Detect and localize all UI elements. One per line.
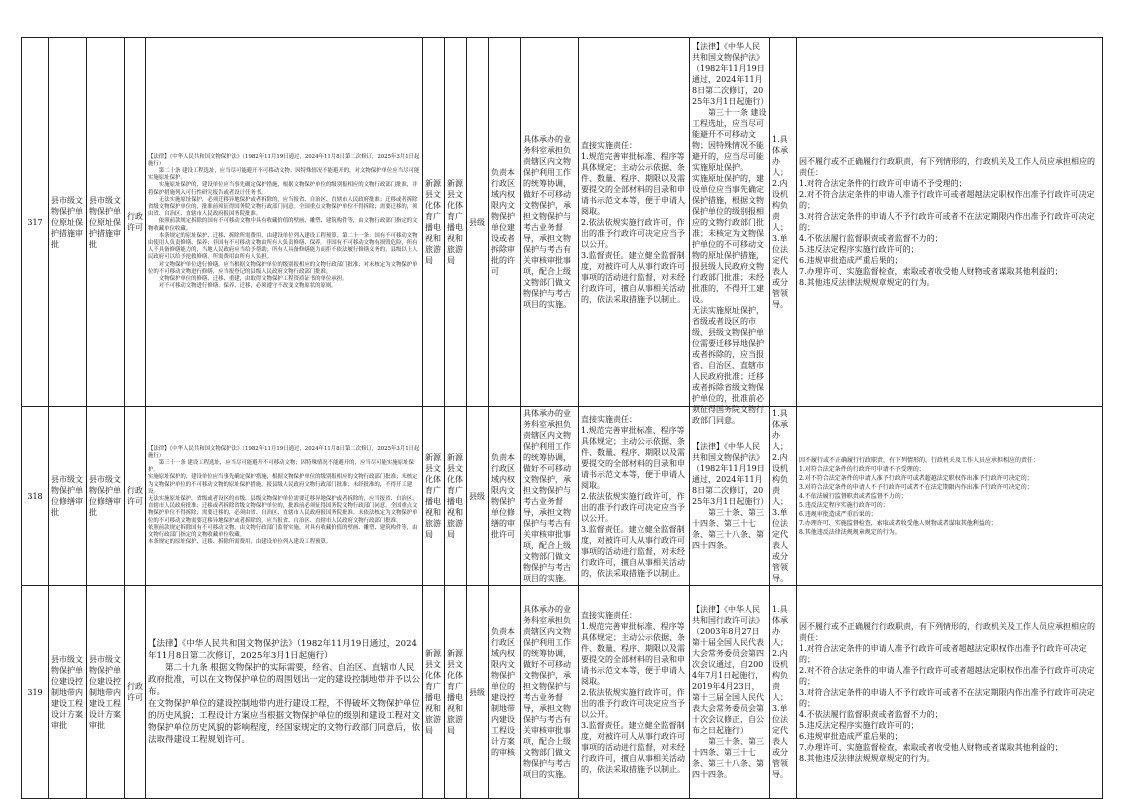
- item-type: 行政许可: [125, 38, 146, 407]
- responsibility-line: 1.对符合法定条件的行政许可申请不予受理的；: [799, 465, 925, 473]
- basis-line: 【法律】《中华人民共和国行政许可法》（2003年8月27日第十届全国人民代表大会常务委员会第四次会议通过，自2004年7月1日起施行，2019年4月23日，第十三届全国人民代表大会常务委员会第十次会议修正，自公布之日起施行）: [692, 605, 764, 735]
- basis-line: 实施原址保护的，建设单位应当事先确定保护措施，根据文物保护单位的级别报相应的文物行政部门批准；未核定为文物保护单位的不可移动文物的原址保护措施，报县级人民政府文物行政部门批准；未经批准的，不得开工建设。: [692, 174, 764, 304]
- responsibility-line: 7.办理许可、实施监督检查，索取或者收受他人财物或者谋取其他利益的；: [799, 742, 1063, 752]
- item-category: 县市级文物保护单位建设控制地带内建设工程设计方案审批: [49, 586, 87, 799]
- legal-basis-paragraph: 对不可移动文物进行修缮、保养、迁移，必须遵守不改变文物原状的原则。: [158, 283, 337, 290]
- legal-basis-paragraph: 无法实施原址保护，省级或者设区的市级、县级文物保护单位需要迁移异地保护或者拆除的，应当报省、自治区、直辖市人民政府批准；迁移或者拆除省级文物保护单位的，批准前必须征得国务院文物行政部门同意。全国重点文物保护单位不得拆除；需要迁移的，必须由省、自治区、直辖市人民政府报国务院批准。未依法核定为文物保护单位的不可移动文物需要迁移异地保护或者拆除的，应当报省、自治区、直辖市人民政府文物行政部门批准。: [148, 496, 418, 524]
- item-type: 行政许可: [125, 407, 146, 586]
- basis-line: 【法律】《中华人民共和国文物保护法》（1982年11月19日通过，2024年11月8日第二次修订，2025年3月1日起施行）: [692, 42, 769, 106]
- department-alt: 新源县文化体育广播电视和旅游局: [445, 407, 467, 586]
- legal-basis-cell: [146, 407, 423, 586]
- handling-unit: 具体承办的业务科室承担负责辖区内文物保护利用工作的统筹协调，做好不可移动文物保护，承担文物保护与考古业务督导，承担文物保护与考古有关审核审批事项，配合上级文物部门做文物保护与考古项目的实施。: [521, 586, 579, 799]
- duty-line: 1.规范完善审批标准、程序等具体规定；主动公示依据、条件、数量、程序、期限以及需要提交的全部材料的目录和申请书示范文本等，便于申请人阅取。: [581, 425, 685, 490]
- responsibility-line: 5.违反法定程序实施行政许可的；: [799, 720, 919, 730]
- duty-line: 1.规范完善审批标准、程序等具体规定；主动公示依据、条件、数量、程序、期限以及需要提交的全部材料的目录和申请书示范文本等，便于申请人阅取。: [581, 151, 685, 216]
- duty-line: 2.依法依规实施行政许可，作出的准予行政许可决定应当予以公开。: [581, 217, 685, 249]
- legal-basis-paragraph: 本条规定的原址保护、迁移、拆除所需费用，由建设单位列入建设工程预算。第二十一条：国有不可移动文物由使用人负责修缮、保养；非国有不可移动文物由所有人负责修缮、保养。非国有不可移动文物有损毁危险，所有人不具备修缮能力的，当地人民政府应当给予帮助；所有人具备修缮能力而拒不依法履行修缮义务的，县级以上人民政府可以给予抢救修缮，所需费用由所有人负担。: [148, 232, 418, 261]
- responsible-subject: 1.具体承办人；2.内设机构负责人；3.单位法定代表人或分管领导。: [770, 407, 797, 586]
- department-alt: 新源县文化体育广播电视和旅游局: [445, 38, 467, 407]
- legal-basis-paragraph: 第二十九条 根据文物保护的实际需要，经省、自治区、直辖市人民政府批准，可以在文物保护单位的周围划出一定的建设控制地带并予以公布。: [148, 663, 421, 697]
- duty-line: 3.监督责任。建立健全监督制度，对被许可人从事行政许可事项的活动进行监督，对未经行政许可，擅自从事相关活动的，依法采取措施予以制止。: [581, 250, 685, 304]
- responsibility-cell: [797, 38, 1103, 407]
- row-number: 318: [22, 407, 49, 586]
- responsibility-line: 8.其他违反法律法规规章规定的行为。: [799, 278, 935, 287]
- responsibility-line: 2.对不符合法定条件的申请人准予行政许可或者超越法定职权作出准予行政许可决定的；: [799, 474, 1033, 482]
- duty-list-table: [21, 37, 1103, 799]
- responsibility-line: 4.不依法履行监督职责或者监督不力的；: [799, 709, 943, 719]
- legal-basis-paragraph: 在文物保护单位的建设控制地带内进行建设工程，不得破坏文物保护单位的历史风貌；工程设计方案应当根据文物保护单位的级别和建设工程对文物保护单位历史风貌的影响程度，经国家规定的文物行政部门同意后，依法取得建设工程规划许可。: [148, 699, 421, 745]
- responsibility-line: 6.违规审批造成严重后果的；: [799, 731, 903, 741]
- duty-line: 直接实施责任：: [581, 140, 637, 150]
- basis-cell: [690, 407, 770, 586]
- responsibility-line: 4.不依法履行监督职责或者监督不力的；: [799, 234, 943, 243]
- jurisdiction: 负责本行政区域内权限内文物保护单位修缮的审批许可: [489, 407, 521, 586]
- legal-basis-paragraph: 本条规定的原址保护、迁移、拆除所需费用，由建设单位列入建设工程预算。: [148, 539, 332, 546]
- legal-basis-paragraph: 文物保护单位的修缮、迁移、重建，由取得文物保护工程资质证书的单位承担。: [158, 276, 348, 283]
- level: 县级: [467, 586, 489, 799]
- responsibility-line: 3.对符合法定条件的申请人不予行政许可或者不在法定期限内作出准予行政许可决定的；: [799, 483, 1033, 491]
- legal-basis-paragraph: 实施原址保护的，建设单位应当事先确定保护措施，根据文物保护单位的级别报相应的文物行政部门批准，并将保护措施列入可行性研究报告或者设计任务书。: [148, 182, 418, 196]
- department: 新源县文化体育广播电视和旅游局: [423, 407, 445, 586]
- duty-line: 3.监督责任。建立健全监督制度，对被许可人从事行政许可事项的活动进行监督，对未经行政许可，擅自从事相关活动的，依法采取措施予以制止。: [581, 524, 685, 578]
- responsibility-line: 因不履行或不正确履行行政职责，有下列情形的，行政机关及工作人员应承担相应的责任：: [799, 157, 1095, 177]
- legal-basis-cell: [146, 38, 423, 407]
- item-category: 县市级文物保护单位修缮审批: [49, 407, 87, 586]
- responsibility-line: 6.违规审批造成严重后果的；: [799, 510, 877, 518]
- duty-cell: [579, 586, 690, 799]
- item-subitem: 县市级文物保护单位建设控制地带内建设工程设计方案审批: [87, 586, 125, 799]
- department-alt: 新源县文化体育广播电视和旅游局: [445, 586, 467, 799]
- responsibility-line: 5.违反法定程序实施行政许可的；: [799, 245, 919, 254]
- basis-line: 第三十一条 建设工程选址，应当尽可能避开不可移动文物；因特殊情况不能避开的，应当尽可能实施原址保护。: [692, 108, 767, 172]
- responsibility-line: 因不履行或不正确履行行政职责，有下列情形的，行政机关及工作人员应承担相应的责任：: [799, 621, 1095, 642]
- responsible-subject: 1.具体承办人；2.内设机构负责人；3.单位法定代表人或分管领导。: [770, 38, 797, 407]
- duty-line: 直接实施责任：: [581, 414, 637, 424]
- responsibility-line: 7.办理许可、实施监督检查，索取或者收受他人财物或者谋取其他利益的；: [799, 519, 997, 527]
- responsible-subject: 1.具体承办人；2.内设机构负责人；3.单位法定代表人或分管领导。: [770, 586, 797, 799]
- legal-basis-paragraph: 实施原址保护的，建设单位应当事先确定保护措施，根据文物保护单位的级别报相应的文物行政部门批准；未核定为文物保护单位的不可移动文物的原址保护措施，报县级人民政府文物行政部门批准；未经批准的，不得开工建设。: [148, 474, 418, 495]
- row-number: 319: [22, 586, 49, 799]
- table-row: [22, 586, 1103, 799]
- duty-cell: [579, 407, 690, 586]
- responsibility-line: 1.对符合法定条件的行政许可申请不予受理的；: [799, 179, 967, 188]
- legal-basis-paragraph: 第三十一条 建设工程选址，应当尽可能避开不可移动文物；因特殊情况不能避开的，应当尽可能实施原址保护。: [148, 459, 414, 474]
- item-subitem: 县市级文物保护单位原址保护措施审批: [87, 38, 125, 407]
- basis-line: 无法实施原址保护，省级或者设区的市级、县级文物保护单位需要迁移异地保护或者拆除的，应当报省、自治区、直辖市人民政府批准；迁移或者拆除省级文物保护单位的，批准前必须征得国务院文物行政部门同意。: [692, 306, 764, 425]
- item-category: 县市级文物保护单位原址保护措施审批: [49, 38, 87, 407]
- responsibility-line: 7.办理许可、实施监督检查，索取或者收受他人财物或者谋取其他利益的；: [799, 267, 1063, 276]
- duty-line: 直接实施责任：: [581, 610, 637, 620]
- responsibility-line: 3.对符合法定条件的申请人不予行政许可或者不在法定期限内作出准予行政许可决定的；: [799, 212, 1095, 232]
- legal-basis-title: 【法律】《中华人民共和国文物保护法》（1982年11月19日通过，2024年11月8日第二次修订，2025年3月1日起施行）: [148, 639, 417, 661]
- basis-line: 【法律】《中华人民共和国文物保护法》（1982年11月19日通过，2024年11月8日第二次修订，2025年3月1日起施行）: [692, 442, 769, 506]
- basis-line: 第三十条、第三十四条、第三十七条、第三十八条、第四十四条。: [692, 508, 764, 550]
- responsibility-line: 因不履行或不正确履行行政职责，有下列情形的，行政机关及工作人员应承担相应的责任：: [799, 456, 1040, 464]
- legal-basis-paragraph: 对文物保护单位进行修缮，应当根据文物保护单位的级别报相应的文物行政部门批准；对未核定为文物保护单位的不可移动文物进行修缮，应当报登记的县级人民政府文物行政部门批准。: [148, 261, 418, 275]
- duty-line: 2.依法依规实施行政许可，作出的准予行政许可决定应当予以公开。: [581, 687, 685, 719]
- duty-line: 1.规范完善审批标准、程序等具体规定；主动公示依据、条件、数量、程序、期限以及需要提交的全部材料的目录和申请书示范文本等，便于申请人阅取。: [581, 621, 685, 686]
- legal-basis-paragraph: 依照前款规定拆除国有不可移动文物，由文物行政部门监督实施，对具有收藏价值的壁画、雕塑、建筑构件等，由文物行政部门指定的文物收藏单位收藏。: [148, 524, 418, 539]
- legal-basis-paragraph: 依照前款规定拆除的国有不可移动文物中具有收藏价值的壁画、雕塑、建筑构件等，由文物行政部门指定的文物收藏单位收藏。: [148, 218, 418, 232]
- responsibility-line: 1.对符合法定条件的申请人准予行政许可或者超越法定职权作出准予行政许可决定的；: [799, 643, 1087, 664]
- item-type: 行政许可: [125, 586, 146, 799]
- responsibility-line: 8.其他违反法律法规规章规定的行为。: [799, 753, 935, 763]
- responsibility-cell: [797, 407, 1103, 586]
- basis-cell: [690, 586, 770, 799]
- duty-line: 2.依法依规实施行政许可，作出的准予行政许可决定应当予以公开。: [581, 491, 685, 523]
- legal-basis-paragraph: 第二十条 建设工程选址，应当尽可能避开不可移动文物；因特殊情况不能避开的，对文物保护单位应当尽可能实施原址保护。: [148, 167, 420, 182]
- basis-line: 第三十条、第三十四条、第三十七条、第三十八条、第四十四条。: [692, 737, 764, 779]
- jurisdiction: 负责本行政区域内权限内文物保护单位的建设控制地带内建设工程设计方案的审核: [489, 586, 521, 799]
- responsibility-line: 4.不依法履行监督职责或者监督不力的；: [799, 492, 907, 500]
- level: 县级: [467, 407, 489, 586]
- responsibility-line: 5.违反法定程序实施行政许可的；: [799, 501, 889, 509]
- responsibility-cell: [797, 586, 1103, 799]
- responsibility-line: 6.违规审批造成严重后果的；: [799, 256, 903, 265]
- table-row: [22, 407, 1103, 586]
- department: 新源县文化体育广播电视和旅游局: [423, 586, 445, 799]
- legal-basis-cell: [146, 586, 423, 799]
- basis-cell: [690, 38, 770, 425]
- duty-cell: [579, 38, 690, 407]
- jurisdiction: 负责本行政区域内权限内文物保护单位建设或者拆除审批的许可: [489, 38, 521, 407]
- duty-line: 3.监督责任。建立健全监督制度，对被许可人从事行政许可事项的活动进行监督，对未经行政许可，擅自从事相关活动的，依法采取措施予以制止。: [581, 720, 685, 774]
- table-row: [22, 38, 1103, 407]
- row-number: 317: [22, 38, 49, 407]
- legal-basis-title: 【法律】《中华人民共和国文物保护法》（1982年11月19日通过，2024年11月8日第二次修订，2025年3月1日起施行）: [148, 445, 420, 459]
- responsibility-line: 3.对符合法定条件的申请人不予行政许可或者不在法定期限内作出准予行政许可决定的；: [799, 687, 1095, 708]
- legal-basis-title: 【法律】《中华人民共和国文物保护法》（1982年11月19日通过，2024年11月8日第二次修订，2025年3月1日起施行）: [148, 153, 420, 167]
- department: 新源县文化体育广播电视和旅游局: [423, 38, 445, 407]
- responsibility-line: 8.其他违反法律法规规章规定的行为。: [799, 528, 901, 536]
- legal-basis-paragraph: 无法实施原址保护，必须迁移异地保护或者拆除的，应当报省、自治区、直辖市人民政府批准；迁移或者拆除省级文物保护单位的，批准前须征得国务院文物行政部门同意。全国重点文物保护单位不得拆除；需要迁移的，须由省、自治区、直辖市人民政府报国务院批准。: [148, 196, 418, 218]
- responsibility-line: 2.对不符合法定条件的申请人准予行政许可或者超越法定职权作出准予行政许可决定的；: [799, 665, 1095, 686]
- handling-unit: 具体承办的业务科室承担负责辖区内文物保护利用工作的统筹协调，做好不可移动文物保护，承担文物保护与考古业务督导，承担文物保护与考古有关审核审批事项，配合上级文物部门做文物保护与考古项目的实施。: [521, 38, 579, 407]
- handling-unit: 具体承办的业务科室承担负责辖区内文物保护利用工作的统筹协调，做好不可移动文物保护，承担文物保护与考古业务督导，承担文物保护与考古有关审核审批事项，配合上级文物部门做文物保护与考古项目的实施。: [521, 407, 579, 586]
- item-subitem: 县市级文物保护单位修缮审批: [87, 407, 125, 586]
- responsibility-line: 2.对不符合法定条件的申请人准予行政许可或者超越法定职权作出准予行政许可决定的；: [799, 190, 1095, 210]
- level: 县级: [467, 38, 489, 407]
